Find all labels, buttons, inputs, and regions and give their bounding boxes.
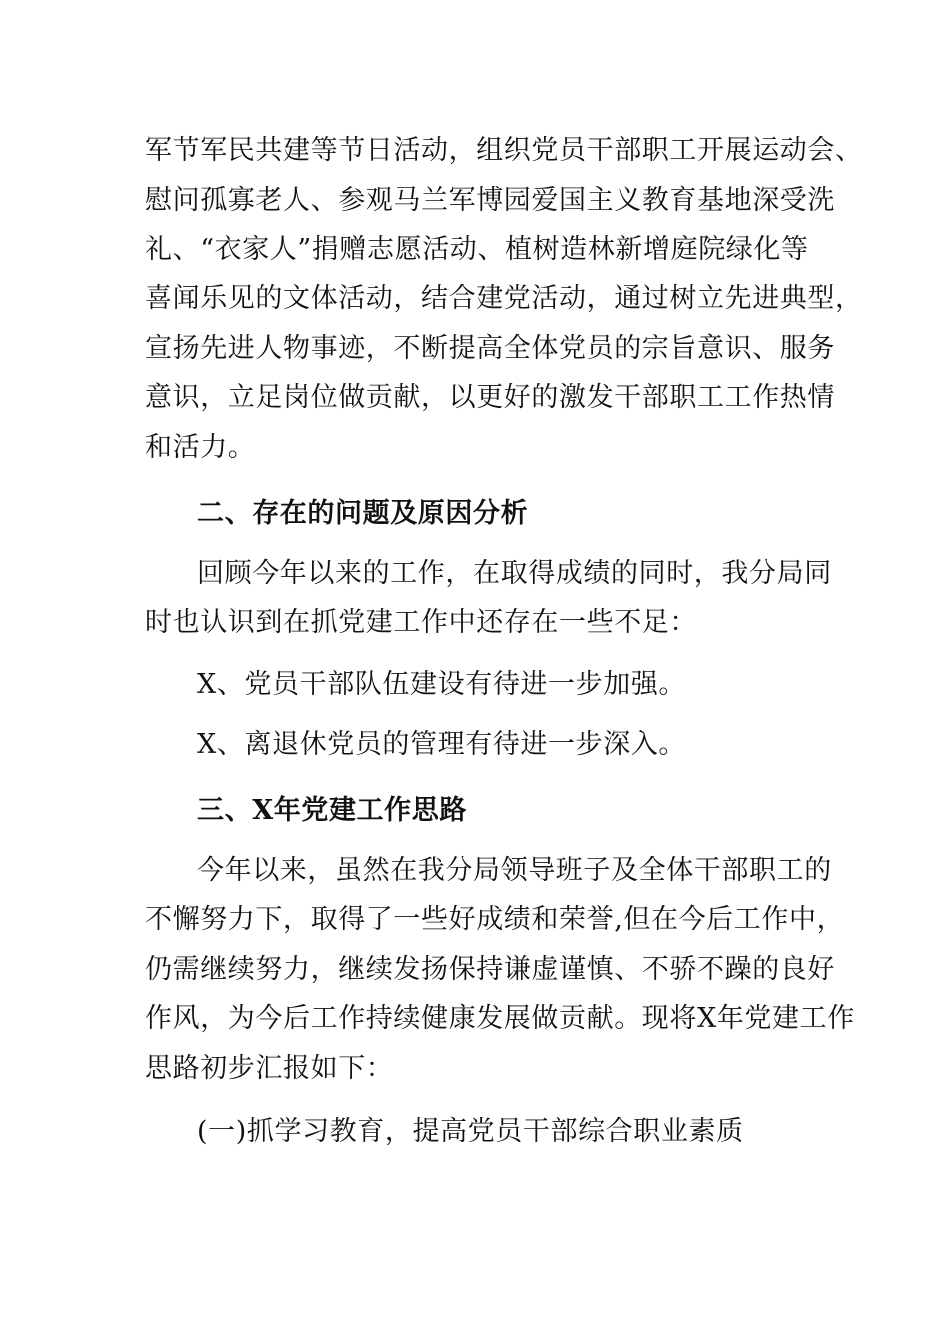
body-text-line: 礼、“衣家人”捐赠志愿活动、植树造林新增庭院绿化等 bbox=[145, 234, 809, 265]
body-text-line: 不懈努力下，取得了一些好成绩和荣誉,但在今后工作中， bbox=[145, 904, 845, 935]
subsection-heading: (一)抓学习教育，提高党员干部综合职业素质 bbox=[197, 1116, 744, 1147]
body-text-line: 时也认识到在抓党建工作中还存在一些不足： bbox=[145, 607, 697, 638]
list-item: X、离退休党员的管理有待进一步深入。 bbox=[197, 729, 687, 760]
list-item: X、党员干部队伍建设有待进一步加强。 bbox=[197, 669, 687, 700]
body-text-line: 军节军民共建等节日活动，组织党员干部职工开展运动会、 bbox=[145, 135, 863, 166]
body-text-line: 宣扬先进人物事迹，不断提高全体党员的宗旨意识、服务 bbox=[145, 333, 835, 364]
body-text-line: 作风，为今后工作持续健康发展做贡献。现将X年党建工作 bbox=[145, 1003, 855, 1034]
section-heading: 三、X年党建工作思路 bbox=[197, 795, 467, 826]
body-text-line: 和活力。 bbox=[145, 432, 256, 463]
body-text-line: 思路初步汇报如下： bbox=[145, 1053, 394, 1084]
section-heading: 二、存在的问题及原因分析 bbox=[197, 498, 529, 529]
body-text-line: 意识，立足岗位做贡献，以更好的激发干部职工工作热情 bbox=[145, 382, 835, 413]
body-text-line: 慰问孤寡老人、参观马兰军博园爱国主义教育基地深受洗 bbox=[145, 185, 835, 216]
body-text-line: 仍需继续努力，继续发扬保持谦虚谨慎、不骄不躁的良好 bbox=[145, 954, 835, 985]
body-text-line: 喜闻乐见的文体活动，结合建党活动，通过树立先进典型， bbox=[145, 283, 863, 314]
body-text-line: 回顾今年以来的工作，在取得成绩的同时，我分局同 bbox=[197, 558, 832, 589]
body-text-line: 今年以来，虽然在我分局领导班子及全体干部职工的 bbox=[197, 855, 832, 886]
